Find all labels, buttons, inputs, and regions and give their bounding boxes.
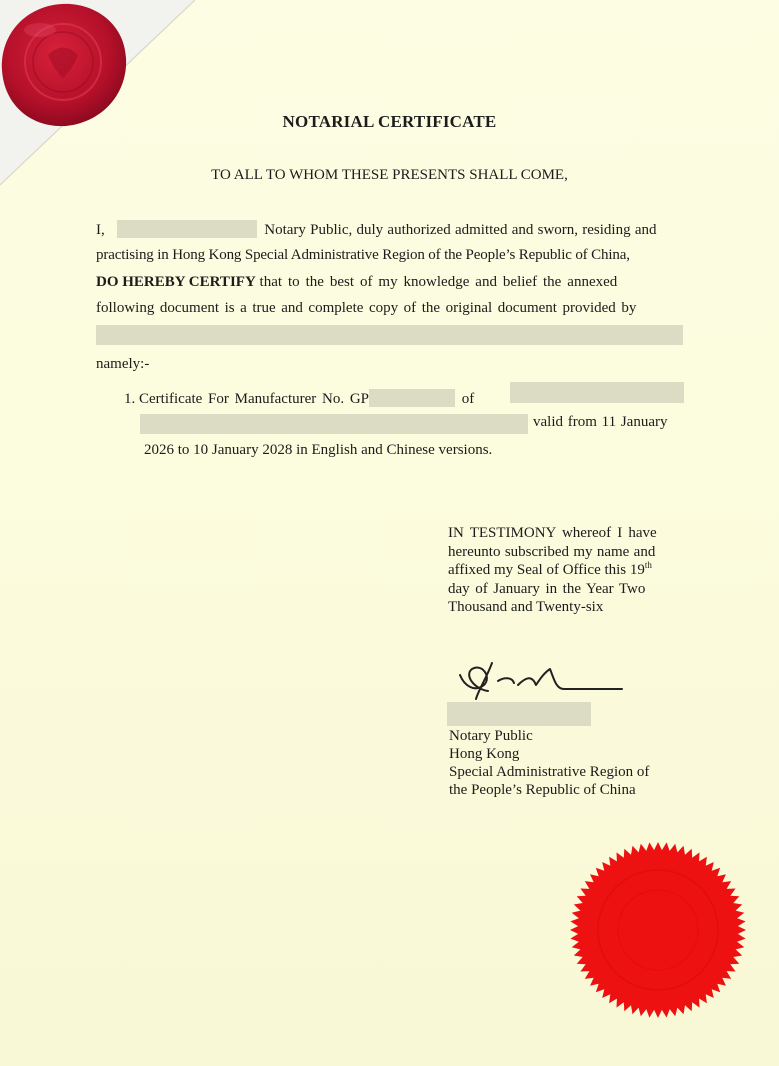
item-1-line-2: valid from 11 January xyxy=(533,414,668,430)
testimony-clause xyxy=(448,524,682,617)
testimony-line-1: IN TESTIMONY whereof I have xyxy=(448,525,657,541)
sig-region-2: the People’s Republic of China xyxy=(449,782,636,798)
redacted-manufacturer-address xyxy=(140,414,528,434)
sig-title: Notary Public xyxy=(449,728,533,744)
handwritten-signature-icon xyxy=(452,655,627,703)
redacted-provider xyxy=(96,325,683,345)
i-label: I, xyxy=(96,222,105,238)
notary-seal-icon xyxy=(568,840,748,1020)
body-line-3 xyxy=(96,274,682,291)
testimony-line-2: hereunto subscribed my name and xyxy=(448,543,656,560)
body-line-3-text: that to the best of my knowledge and belief the annexed xyxy=(259,274,618,290)
body-line-1-text: Notary Public, duly authorized admitted and sworn, residing and xyxy=(264,222,657,238)
certify-phrase: DO HEREBY CERTIFY xyxy=(96,274,256,290)
testimony-line-4: day of January in the Year Two xyxy=(448,580,646,597)
testimony-line-3-text: affixed my Seal of Office this 19 xyxy=(448,562,645,578)
body-line-2: practising in Hong Kong Special Administrative Region of the People’s Republic of China, xyxy=(96,247,630,263)
salutation: TO ALL TO WHOM THESE PRESENTS SHALL COME, xyxy=(211,167,568,183)
item-number: 1. xyxy=(124,391,136,407)
wax-seal-icon xyxy=(0,0,130,130)
redacted-notary-name xyxy=(117,220,257,238)
testimony-line-3 xyxy=(448,561,682,580)
redacted-manufacturer xyxy=(510,382,684,403)
testimony-line-5: Thousand and Twenty-six xyxy=(448,599,604,615)
redacted-notary-signature-name xyxy=(447,702,591,726)
signature-block xyxy=(449,727,649,799)
body-line-1 xyxy=(96,220,682,239)
namely-label: namely:- xyxy=(96,356,150,372)
item-text-b: of xyxy=(461,391,475,407)
sig-region-1: Special Administrative Region of xyxy=(449,764,650,780)
sig-location: Hong Kong xyxy=(449,746,520,762)
item-1-line-3: 2026 to 10 January 2028 in English and Chinese versions. xyxy=(144,442,493,458)
redacted-certificate-number xyxy=(369,389,455,407)
body-line-4: following document is a true and complete copy of the original document provided by xyxy=(96,300,637,316)
ordinal-suffix: th xyxy=(644,560,652,570)
page-title: NOTARIAL CERTIFICATE xyxy=(282,112,497,131)
item-text-a: Certificate For Manufacturer No. GP xyxy=(139,391,370,407)
